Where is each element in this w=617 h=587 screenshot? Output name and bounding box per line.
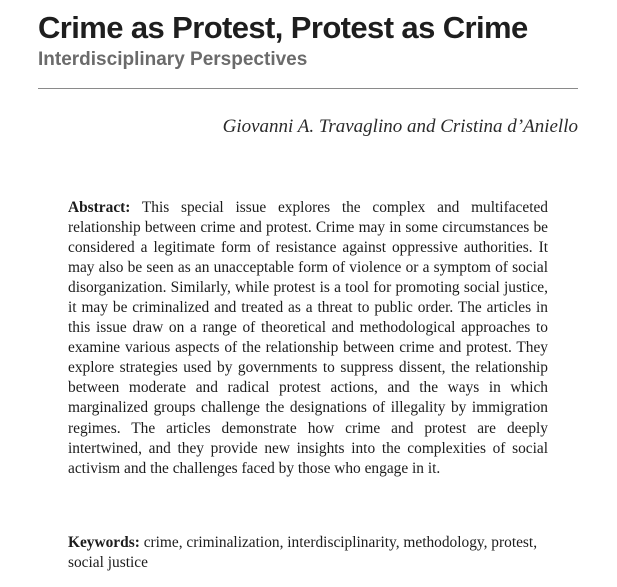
abstract-text: This special issue explores the complex and multifaceted relationship between crime and protest. Crime may in some circumstances be considered a legitimate form of resistance against oppressive authorities. It may also be seen as an unacceptable form of violence or a symptom of social disorganization. Similarly, while protest is a tool for promoting social justice, it may be criminalized and treated as a threat to public order. The articles in this issue draw on a range of theoretical and methodological approaches to examine various aspects of the relationship between crime and protest. They explore strategies used by governments to suppress dissent, the relationship between moderate and radical protest actions, and the ways in which marginalized groups challenge the designations of illegality by immigration regimes. The articles demonstrate how crime and protest are deeply intertwined, and they provide new insights into the complexities of social activism and the challenges faced by those who engage in it.: [68, 199, 548, 477]
abstract-paragraph: [68, 198, 548, 479]
keywords-label: Keywords:: [68, 534, 140, 551]
abstract-label: Abstract:: [68, 199, 131, 216]
article-subtitle: Interdisciplinary Perspectives: [38, 49, 308, 70]
keywords-paragraph: [68, 533, 548, 573]
author-line: Giovanni A. Travaglino and Cristina d’Aniello: [222, 116, 578, 137]
title-divider: [38, 88, 578, 89]
article-title: Crime as Protest, Protest as Crime: [38, 10, 528, 45]
keywords-text: crime, criminalization, interdisciplinarity, methodology, protest, social justice: [68, 534, 538, 571]
